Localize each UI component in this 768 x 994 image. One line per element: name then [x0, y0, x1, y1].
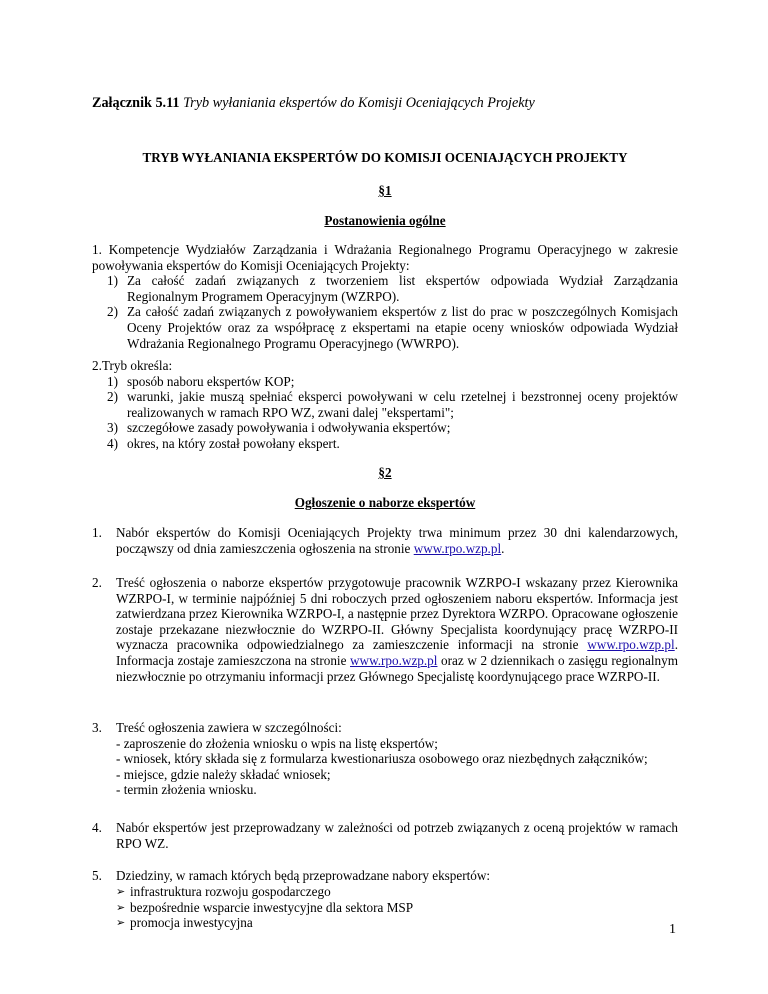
item-number: 3. — [92, 720, 102, 735]
item-number: 2. — [92, 575, 102, 590]
list-item — [107, 273, 678, 304]
item-line: - miejsce, gdzie należy składać wniosek; — [116, 766, 331, 782]
section1-heading: Postanowienia ogólne — [324, 213, 446, 228]
list-item-number: 2) — [107, 304, 118, 320]
item-text — [116, 525, 678, 556]
item-text-part: Nabór ekspertów do Komisji Oceniających Projekty trwa minimum przez 30 dni kalendarzowych, począwszy od dnia zamieszczenia ogłoszenia na stronie — [116, 525, 678, 556]
list-item — [107, 420, 678, 436]
list-item-text: infrastruktura rozwoju gospodarczego — [130, 884, 331, 899]
annex-title — [92, 96, 535, 112]
item-line: - wniosek, który składa się z formularza kwestionariusza osobowego oraz niezbędnych załączników; — [116, 751, 648, 767]
item-number: 4. — [92, 820, 102, 835]
list-item-number: 1) — [107, 273, 118, 289]
section1-paragraph2 — [92, 358, 678, 452]
rpo-website-link[interactable]: www.rpo.wzp.pl — [350, 652, 438, 668]
section2-item1 — [92, 525, 678, 556]
list-item — [107, 374, 678, 390]
list-item — [107, 389, 678, 420]
list-item-text: okres, na który został powołany ekspert. — [127, 435, 340, 451]
section1-paragraph1 — [92, 242, 678, 351]
list-item — [116, 900, 768, 916]
section2-item4 — [92, 820, 678, 851]
list-item-number: 3) — [107, 420, 118, 436]
list-item-text: sposób naboru ekspertów KOP; — [127, 373, 295, 389]
annex-label: Załącznik 5.11 — [92, 95, 180, 111]
list-item-number: 1) — [107, 373, 118, 389]
rpo-website-link[interactable]: www.rpo.wzp.pl — [413, 540, 502, 556]
item-text — [116, 575, 678, 684]
item-line: - termin złożenia wniosku. — [116, 782, 257, 798]
p1-intro: 1. Kompetencje Wydziałów Zarządzania i Wdrażania Regionalnego Programu Operacyjnego w zakresie powoływania ekspertów do Komisji Oceniających Projekty: — [92, 242, 678, 273]
item-line: - zaproszenie do złożenia wniosku o wpis na listę ekspertów; — [116, 735, 438, 751]
section2-item5 — [92, 868, 678, 884]
list-item-number: 4) — [107, 435, 118, 451]
section2-item3 — [92, 720, 678, 798]
item-intro: Dziedziny, w ramach których będą przeprowadzane nabory ekspertów: — [116, 868, 491, 883]
p2-intro: 2.Tryb określa: — [92, 358, 173, 373]
main-title: TRYB WYŁANIANIA EKSPERTÓW DO KOMISJI OCENIAJĄCYCH PROJEKTY — [142, 150, 628, 165]
arrow-bullet-icon: ➢ — [116, 900, 126, 914]
page-number: 1 — [669, 922, 676, 937]
rpo-website-link[interactable]: www.rpo.wzp.pl — [587, 637, 675, 653]
item-text-part: Treść ogłoszenia o naborze ekspertów przygotowuje pracownik WZRPO-I wskazany przez Kierownika WZRPO-I, w terminie najpóźniej 5 dni roboczych przed ogłoszeniem naboru ekspertów. Informacja jest zatwierdzana przez Kierownika WZRPO-I, a następnie przez Dyrektora WZRPO. Opracowane ogłoszenie zostaje przekazane niezwłocznie do WZRPO-II. Główny Specjalista koordynujący pracę WZRPO-II wyznacza pracownika odpowiedzialnego za zamieszczenie informacji na stronie — [116, 575, 678, 653]
list-item-text: Za całość zadań związanych z powoływaniem ekspertów z list do prac w poszczególnych Komisjach Oceny Projektów oraz za współpracę z ekspertami na etapie oceny wniosków odpowiada Wydział Wdrażania Regionalnego Programu Operacyjnego (WWRPO). — [127, 304, 678, 351]
arrow-bullet-icon: ➢ — [116, 916, 126, 930]
list-item — [107, 436, 678, 452]
list-item-text: szczegółowe zasady powoływania i odwoływania ekspertów; — [127, 420, 451, 436]
list-item — [116, 884, 768, 900]
item-number: 1. — [92, 525, 102, 540]
list-item — [107, 304, 678, 351]
item-text-part: oraz w 2 dziennikach o zasięgu regionalnym niezwłocznie po otrzymaniu informacji przez Głównego Specjalistę koordynującego prace WZRPO-II. — [116, 652, 678, 684]
item-text — [116, 868, 678, 884]
list-item-text: Za całość zadań związanych z tworzeniem list ekspertów odpowiada Wydział Zarządzania Regionalnym Programem Operacyjnym (WZRPO). — [127, 273, 678, 304]
p2-list — [92, 374, 678, 452]
list-item-text: warunki, jakie muszą spełniać eksperci powoływani w celu rzetelnej i bezstronnej oceny projektów realizowanych w ramach RPO WZ, zwani dalej "ekspertami"; — [127, 389, 678, 420]
item-intro: Treść ogłoszenia zawiera w szczególności: — [116, 720, 342, 735]
section1-number: §1 — [378, 183, 392, 198]
domains-list — [0, 884, 768, 931]
annex-title-text: Tryb wyłaniania ekspertów do Komisji Oceniających Projekty — [183, 95, 535, 111]
item-number: 5. — [92, 868, 102, 883]
list-item-text: bezpośrednie wsparcie inwestycyjne dla sektora MSP — [130, 899, 414, 915]
list-item-text: promocja inwestycyjna — [130, 915, 253, 931]
section2-item2 — [92, 575, 678, 684]
section2-heading: Ogłoszenie o naborze ekspertów — [294, 495, 476, 510]
section2-number: §2 — [378, 465, 392, 480]
item-text — [116, 720, 678, 798]
bullet-list — [0, 884, 768, 931]
item-text: Nabór ekspertów jest przeprowadzany w zależności od potrzeb związanych z oceną projektów w ramach RPO WZ. — [116, 820, 678, 851]
list-item-number: 2) — [107, 389, 118, 405]
arrow-bullet-icon: ➢ — [116, 885, 126, 898]
p1-list — [92, 273, 678, 351]
item-text-part: . Informacja zostaje zamieszczona na stronie — [116, 637, 678, 668]
item-text-part: . — [501, 540, 505, 556]
